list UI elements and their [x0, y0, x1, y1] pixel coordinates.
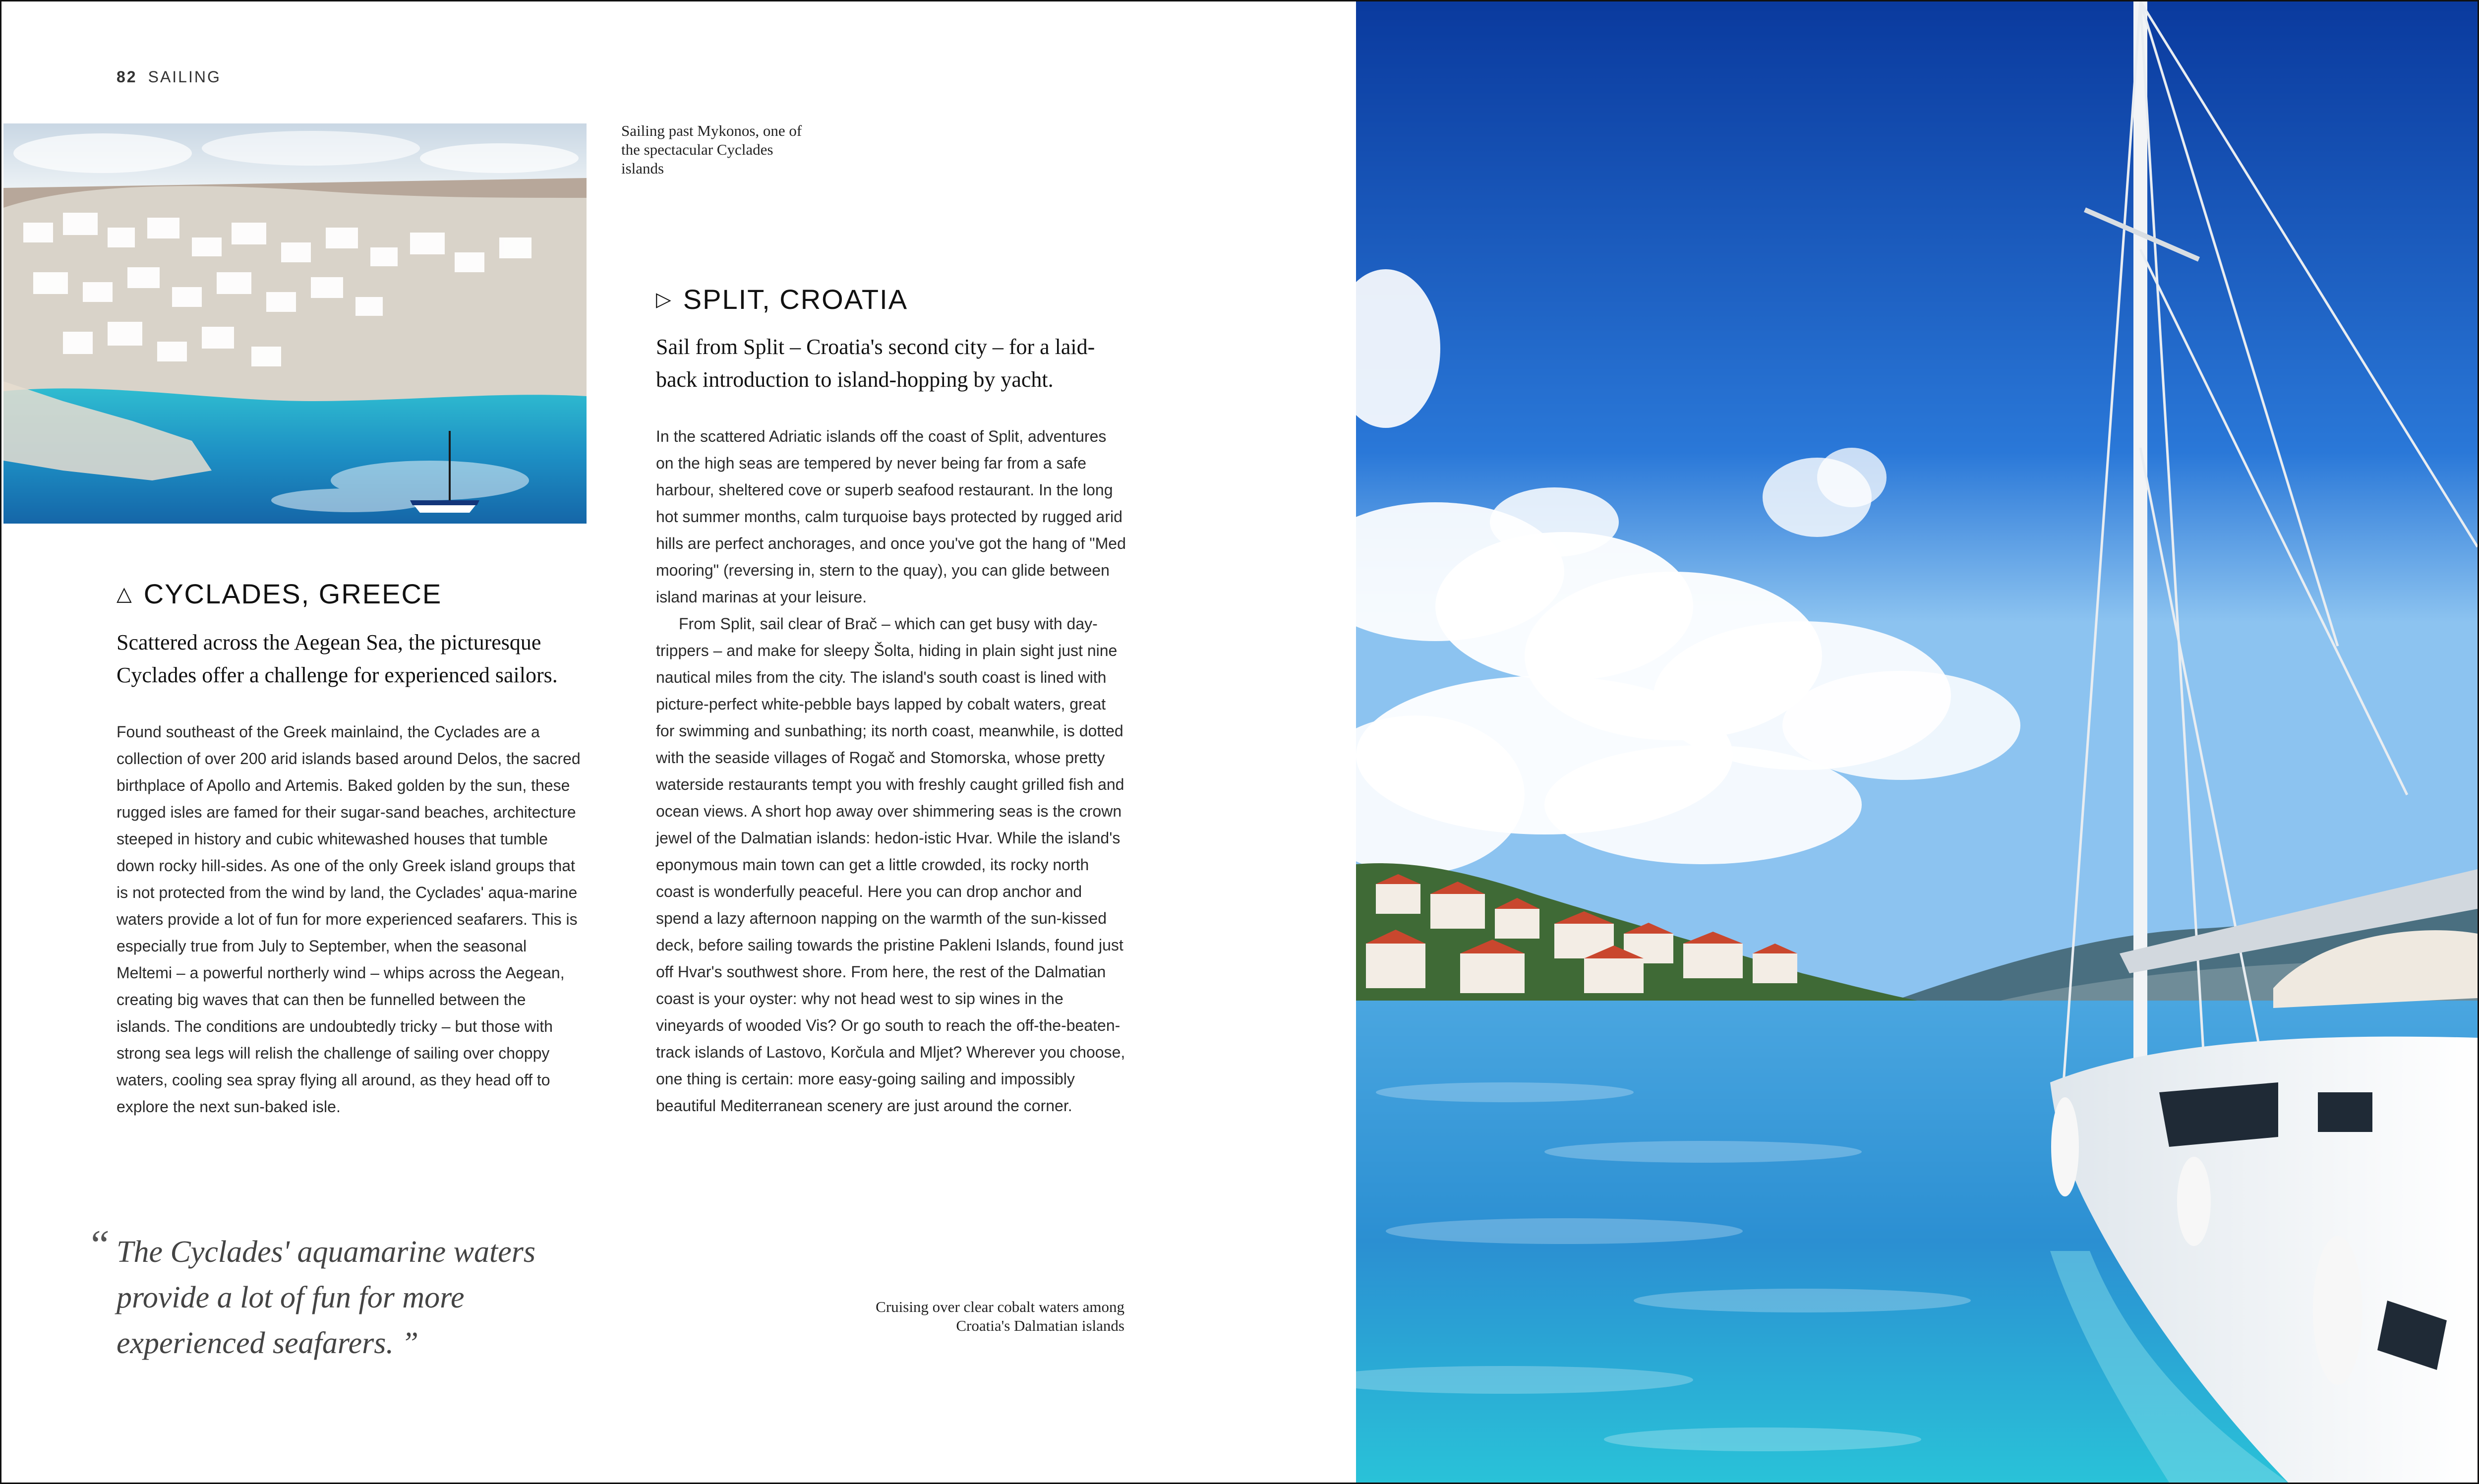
cyclades-heading [117, 578, 442, 610]
cyclades-title: CYCLADES, GREECE [143, 578, 442, 609]
cyclades-body [117, 718, 583, 1120]
pull-quote-text: The Cyclades' aquamarine waters provide a lot of fun for more experienced seafarers. [117, 1235, 536, 1360]
quote-open-mark: “ [87, 1222, 110, 1268]
pull-quote [87, 1222, 612, 1366]
triangle-up-icon: △ [117, 583, 133, 605]
split-body [656, 423, 1127, 1119]
section-name: SAILING [148, 68, 221, 86]
page-number: 82 [117, 68, 137, 86]
triangle-right-icon: ▷ [656, 289, 672, 310]
page-folio [117, 68, 221, 86]
quote-close-mark: ” [401, 1326, 418, 1360]
caption-croatia: Cruising over clear cobalt waters among Croatia's Dalmatian islands [876, 1298, 1124, 1334]
split-heading [656, 283, 908, 315]
yacht-photo [1356, 1, 2478, 1483]
split-title: SPLIT, CROATIA [683, 284, 908, 315]
caption-mykonos: Sailing past Mykonos, one of the spectacular Cyclades islands [621, 122, 802, 177]
cyclades-paragraph: Found southeast of the Greek mainlaind, the Cyclades are a collection of over 200 arid islands based around Delos, the sacred birthplace of Apollo and Artemis. Baked golden by the sun, these rugged isles are famed for their sugar-sand beaches, architecture steeped in history and cubic whitewashed houses that tumble down rocky hill-sides. As one of the only Greek island groups that is not protected from the wind by land, the Cyclades' aqua-marine waters provide a lot of fun for more experienced seafarers. This is especially true from July to September, when the seasonal Meltemi – a powerful northerly wind – whips across the Aegean, creating big waves that can then be funnelled between the islands. The conditions are undoubtedly tricky – but those with strong sea legs will relish the challenge of sailing over choppy waters, cooling sea spray flying all around, as they head off to explore the next sun-baked isle. [117, 723, 581, 1116]
split-paragraph-1: In the scattered Adriatic islands off the coast of Split, adventures on the high seas are tempered by never being far from a safe harbour, sheltered cove or superb seafood restaurant. In the long hot summer months, calm turquoise bays protected by rugged arid hills are perfect anchorages, and once you've got the hang of "Med mooring" (reversing in, stern to the quay), you can glide between island marinas at your leisure. [656, 427, 1126, 606]
cyclades-intro: Scattered across the Aegean Sea, the picturesque Cyclades offer a challenge for experienced sailors. [117, 630, 558, 687]
left-page [1, 1, 1356, 1483]
split-intro: Sail from Split – Croatia's second city – for a laid-back introduction to island-hopping by yacht. [656, 335, 1095, 392]
mykonos-photo [3, 123, 587, 524]
split-paragraph-2: From Split, sail clear of Brač – which can get busy with day-trippers – and make for sleepy Šolta, hiding in plain sight just nine nautical miles from the city. The island's south coast is lined with picture-perfect white-pebble bays lapped by cobalt waters, great for swimming and sunbathing; its north coast, meanwhile, is dotted with the seaside villages of Rogač and Stomorska, whose pretty waterside restaurants tempt you with freshly caught grilled fish and ocean views. A short hop away over shimmering seas is the crown jewel of the Dalmatian islands: hedon-istic Hvar. While the island's eponymous main town can get a little crowded, its rocky north coast is wonderfully peaceful. Here you can drop anchor and spend a lazy afternoon napping on the warmth of the sun-kissed deck, before sailing towards the pristine Pakleni Islands, found just off Hvar's southwest shore. From here, the rest of the Dalmatian coast is your oyster: why not head west to sip wines in the vineyards of wooded Vis? Or go south to reach the off-the-beaten-track islands of Lastovo, Korčula and Mljet? Wherever you choose, one thing is certain: more easy-going sailing and impossibly beautiful Mediterranean scenery are just around the corner. [656, 615, 1125, 1115]
